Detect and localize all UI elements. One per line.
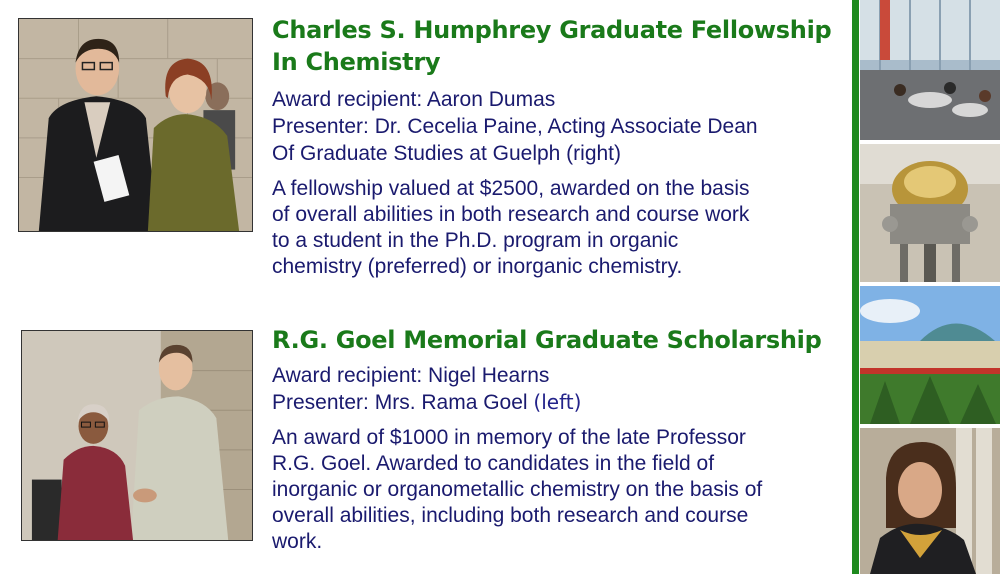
award-description: [272, 176, 842, 280]
award-humphrey-fellowship: [272, 14, 842, 280]
award-presenter-note: (left): [533, 390, 582, 414]
award-description-line: work.: [272, 530, 323, 553]
award-recipient: Award recipient: Nigel Hearns: [272, 364, 550, 387]
award-description-line: A fellowship valued at $2500, awarded on the basis: [272, 177, 750, 200]
award-description-line: inorganic or organometallic chemistry on the basis of: [272, 478, 763, 501]
photo-campus-building: [860, 286, 1000, 424]
photo-humphrey-fellowship-presentation: [18, 18, 253, 232]
award-description-line: An award of $1000 in memory of the late Professor: [272, 426, 746, 449]
award-description-line: to a student in the Ph.D. program in organic: [272, 229, 679, 252]
award-presenter-line-1: [272, 389, 842, 416]
award-description: [272, 425, 842, 555]
award-presenter-text: Presenter: Mrs. Rama Goel: [272, 391, 534, 414]
award-title: [272, 14, 842, 78]
campus-photo-strip: [859, 0, 1000, 574]
award-description-line: chemistry (preferred) or inorganic chemistry.: [272, 255, 683, 278]
photo-goel-scholarship-presentation: [21, 330, 253, 541]
award-goel-scholarship: [272, 324, 842, 555]
award-title: [272, 324, 842, 356]
award-description-line: of overall abilities in both research and course work: [272, 203, 750, 226]
award-description-line: overall abilities, including both research and course: [272, 504, 749, 527]
award-title-line-1: Charles S. Humphrey Graduate Fellowship: [272, 16, 832, 44]
green-divider-bar: [852, 0, 859, 574]
award-description-line: R.G. Goel. Awarded to candidates in the field of: [272, 452, 715, 475]
award-title-line-2: In Chemistry: [272, 48, 441, 76]
award-title-line-1: R.G. Goel Memorial Graduate Scholarship: [272, 326, 822, 354]
award-recipient: Award recipient: Aaron Dumas: [272, 88, 556, 111]
award-presenter-line-1: Presenter: Dr. Cecelia Paine, Acting Associate Dean: [272, 115, 758, 138]
photo-graduate-student: [860, 428, 1000, 574]
photo-lab-apparatus: [860, 144, 1000, 282]
award-presenter-line-2: Of Graduate Studies at Guelph (right): [272, 142, 622, 165]
photo-atrium-students: [860, 0, 1000, 140]
